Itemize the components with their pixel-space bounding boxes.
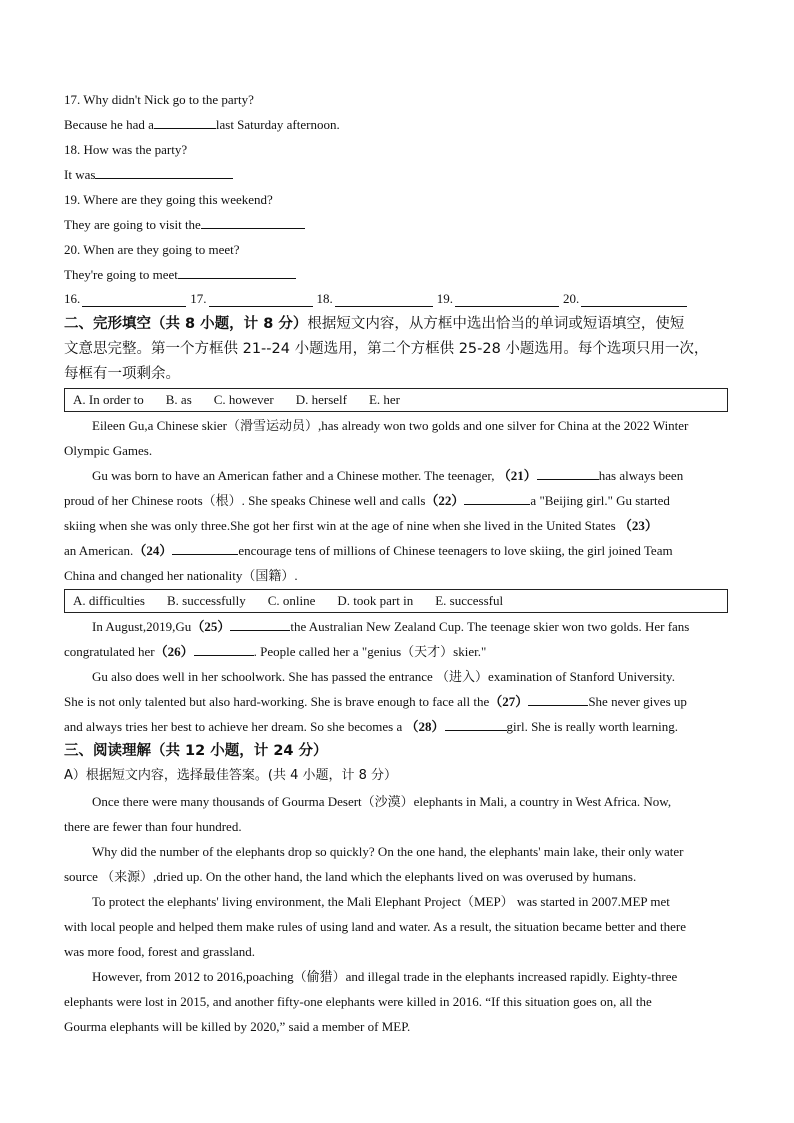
blank[interactable]: [178, 266, 296, 279]
slot-number: 20.: [563, 291, 580, 306]
blank-number: （21）: [497, 468, 537, 483]
passage-text: with local people and helped them make rules of using land and water. As a result, the situation became better and there: [64, 919, 686, 934]
option: D. herself: [295, 392, 347, 407]
passage-line: [64, 492, 730, 510]
blank[interactable]: [201, 216, 305, 229]
passage-line: [64, 643, 730, 661]
blank[interactable]: [194, 643, 254, 656]
option: B. as: [165, 392, 192, 407]
blank-number: （22）: [425, 493, 465, 508]
passage-text: She is not only talented but also hard-working. She is brave enough to face all the: [64, 694, 490, 709]
answer-slot[interactable]: [64, 289, 188, 307]
option: D. took part in: [337, 593, 414, 608]
passage-text: elephants were lost in 2015, and another fifty-one elephants were killed in 2016. “If this situation goes on, all the: [64, 994, 652, 1009]
passage-text: Gu was born to have an American father and a Chinese mother. The teenager,: [92, 468, 495, 483]
blank[interactable]: [230, 618, 290, 631]
option: A. In order to: [73, 392, 144, 407]
passage-text: a "Beijing girl." Gu started: [530, 493, 670, 508]
answer-sheet-line: [64, 289, 730, 307]
blank[interactable]: [154, 116, 216, 129]
passage-line: [64, 542, 730, 560]
blank[interactable]: [455, 294, 559, 307]
question-20: 20. When are they going to meet?: [64, 242, 240, 257]
option: C. online: [267, 593, 316, 608]
passage-text: Olympic Games.: [64, 443, 153, 458]
answer-18-line: [64, 166, 730, 184]
question-19: 19. Where are they going this weekend?: [64, 192, 273, 207]
passage-text: Gourma elephants will be killed by 2020,” said a member of MEP.: [64, 1019, 411, 1034]
blank[interactable]: [581, 294, 687, 307]
section-3-title: [64, 739, 730, 763]
blank[interactable]: [445, 718, 507, 731]
option: E. successful: [435, 593, 504, 608]
slot-number: 16.: [64, 291, 81, 306]
passage-text: has always been: [598, 468, 684, 483]
blank[interactable]: [335, 294, 433, 307]
passage-text: encourage tens of millions of Chinese teenagers to love skiing, the girl joined Team: [238, 543, 673, 558]
option: E. her: [368, 392, 401, 407]
answer-text: They are going to visit the: [64, 217, 201, 232]
subsection-title: A）根据短文内容，选择最佳答案。(共 4 小题，计 8 分）: [64, 768, 398, 783]
section-title: 三、阅读理解（共 12 小题，计 24 分）: [64, 743, 328, 759]
passage-text: and always tries her best to achieve her dream. So she becomes a: [64, 719, 403, 734]
blank[interactable]: [95, 166, 233, 179]
answer-text: last Saturday afternoon.: [215, 117, 340, 132]
passage-text: congratulated her: [64, 644, 155, 659]
blank-number: （26）: [154, 644, 194, 659]
question-17: 17. Why didn't Nick go to the party?: [64, 92, 254, 107]
word-box-1: [64, 388, 728, 412]
passage-text: skiing when she was only three.She got her first win at the age of nine when she lived in the United States: [64, 518, 616, 533]
passage-text: . People called her a "genius（天才）skier.": [253, 644, 487, 659]
blank[interactable]: [172, 542, 238, 555]
answer-20-line: [64, 266, 730, 284]
passage-text: source （来源）,dried up. On the other hand, the land which the elephants lived on was overused by humans.: [64, 869, 637, 884]
passage-line: [64, 718, 730, 736]
answer-slot[interactable]: [190, 289, 314, 307]
blank-number: （28）: [405, 719, 445, 734]
passage-line: [64, 693, 730, 711]
answer-slot[interactable]: [563, 289, 689, 307]
instruction-text: 每框有一项剩余。: [64, 366, 180, 382]
passage-text: the Australian New Zealand Cup. The teenage skier won two golds. Her fans: [290, 619, 690, 634]
blank-number: （27）: [489, 694, 529, 709]
passage-line: [92, 618, 730, 636]
slot-number: 19.: [436, 291, 453, 306]
answer-slot[interactable]: [437, 289, 561, 307]
blank[interactable]: [528, 693, 588, 706]
question-18: 18. How was the party?: [64, 142, 188, 157]
instruction-text: 根据短文内容，从方框中选出恰当的单词或短语填空，使短: [307, 316, 685, 332]
answer-text: They're going to meet: [64, 267, 178, 282]
slot-number: 17.: [190, 291, 207, 306]
blank-number: （23）: [618, 518, 658, 533]
answer-text: It was: [64, 167, 96, 182]
option: A. difficulties: [73, 593, 145, 608]
option: B. successfully: [166, 593, 246, 608]
instruction-text: 文意思完整。第一个方框供 21--24 小题选用，第二个方框供 25-28 小题选用。每个选项只用一次，: [64, 341, 709, 357]
passage-text: there are fewer than four hundred.: [64, 819, 242, 834]
answer-17-line: [64, 116, 730, 134]
blank-number: （24）: [133, 543, 173, 558]
passage-text: Why did the number of the elephants drop so quickly? On the one hand, the elephants' main lake, their only water: [92, 844, 684, 859]
slot-number: 18.: [316, 291, 333, 306]
passage-text: However, from 2012 to 2016,poaching（偷猎）and illegal trade in the elephants increased rapidly. Eighty-three: [92, 969, 678, 984]
section-title: 二、完形填空（共 8 小题，计 8 分）: [64, 316, 308, 332]
passage-text: girl. She is really worth learning.: [506, 719, 679, 734]
blank-number: （25）: [191, 619, 231, 634]
passage-text: China and changed her nationality（国籍）.: [64, 568, 298, 583]
passage-text: In August,2019,Gu: [92, 619, 192, 634]
blank[interactable]: [209, 294, 313, 307]
passage-text: was more food, forest and grassland.: [64, 944, 255, 959]
answer-19-line: [64, 216, 730, 234]
word-box-2: [64, 589, 728, 613]
passage-text: She never gives up: [588, 694, 687, 709]
passage-text: Gu also does well in her schoolwork. She has passed the entrance （进入）examination of Stanford University.: [92, 669, 675, 684]
blank[interactable]: [464, 492, 530, 505]
blank[interactable]: [82, 294, 186, 307]
passage-text: Once there were many thousands of Gourma Desert（沙漠）elephants in Mali, a country in West Africa. Now,: [92, 794, 672, 809]
passage-text: To protect the elephants' living environment, the Mali Elephant Project（MEP） was started in 2007.MEP met: [92, 894, 670, 909]
passage-text: proud of her Chinese roots（根）. She speaks Chinese well and calls: [64, 493, 426, 508]
answer-text: Because he had a: [64, 117, 154, 132]
passage-line: [64, 517, 730, 535]
section-2-instruction: [64, 312, 730, 336]
passage-text: an American.: [64, 543, 134, 558]
blank[interactable]: [537, 467, 599, 480]
answer-slot[interactable]: [317, 289, 435, 307]
option: C. however: [213, 392, 274, 407]
passage-text: Eileen Gu,a Chinese skier（滑雪运动员）,has already won two golds and one silver for China at the 2022 Winter: [92, 418, 689, 433]
passage-line: [92, 467, 730, 485]
